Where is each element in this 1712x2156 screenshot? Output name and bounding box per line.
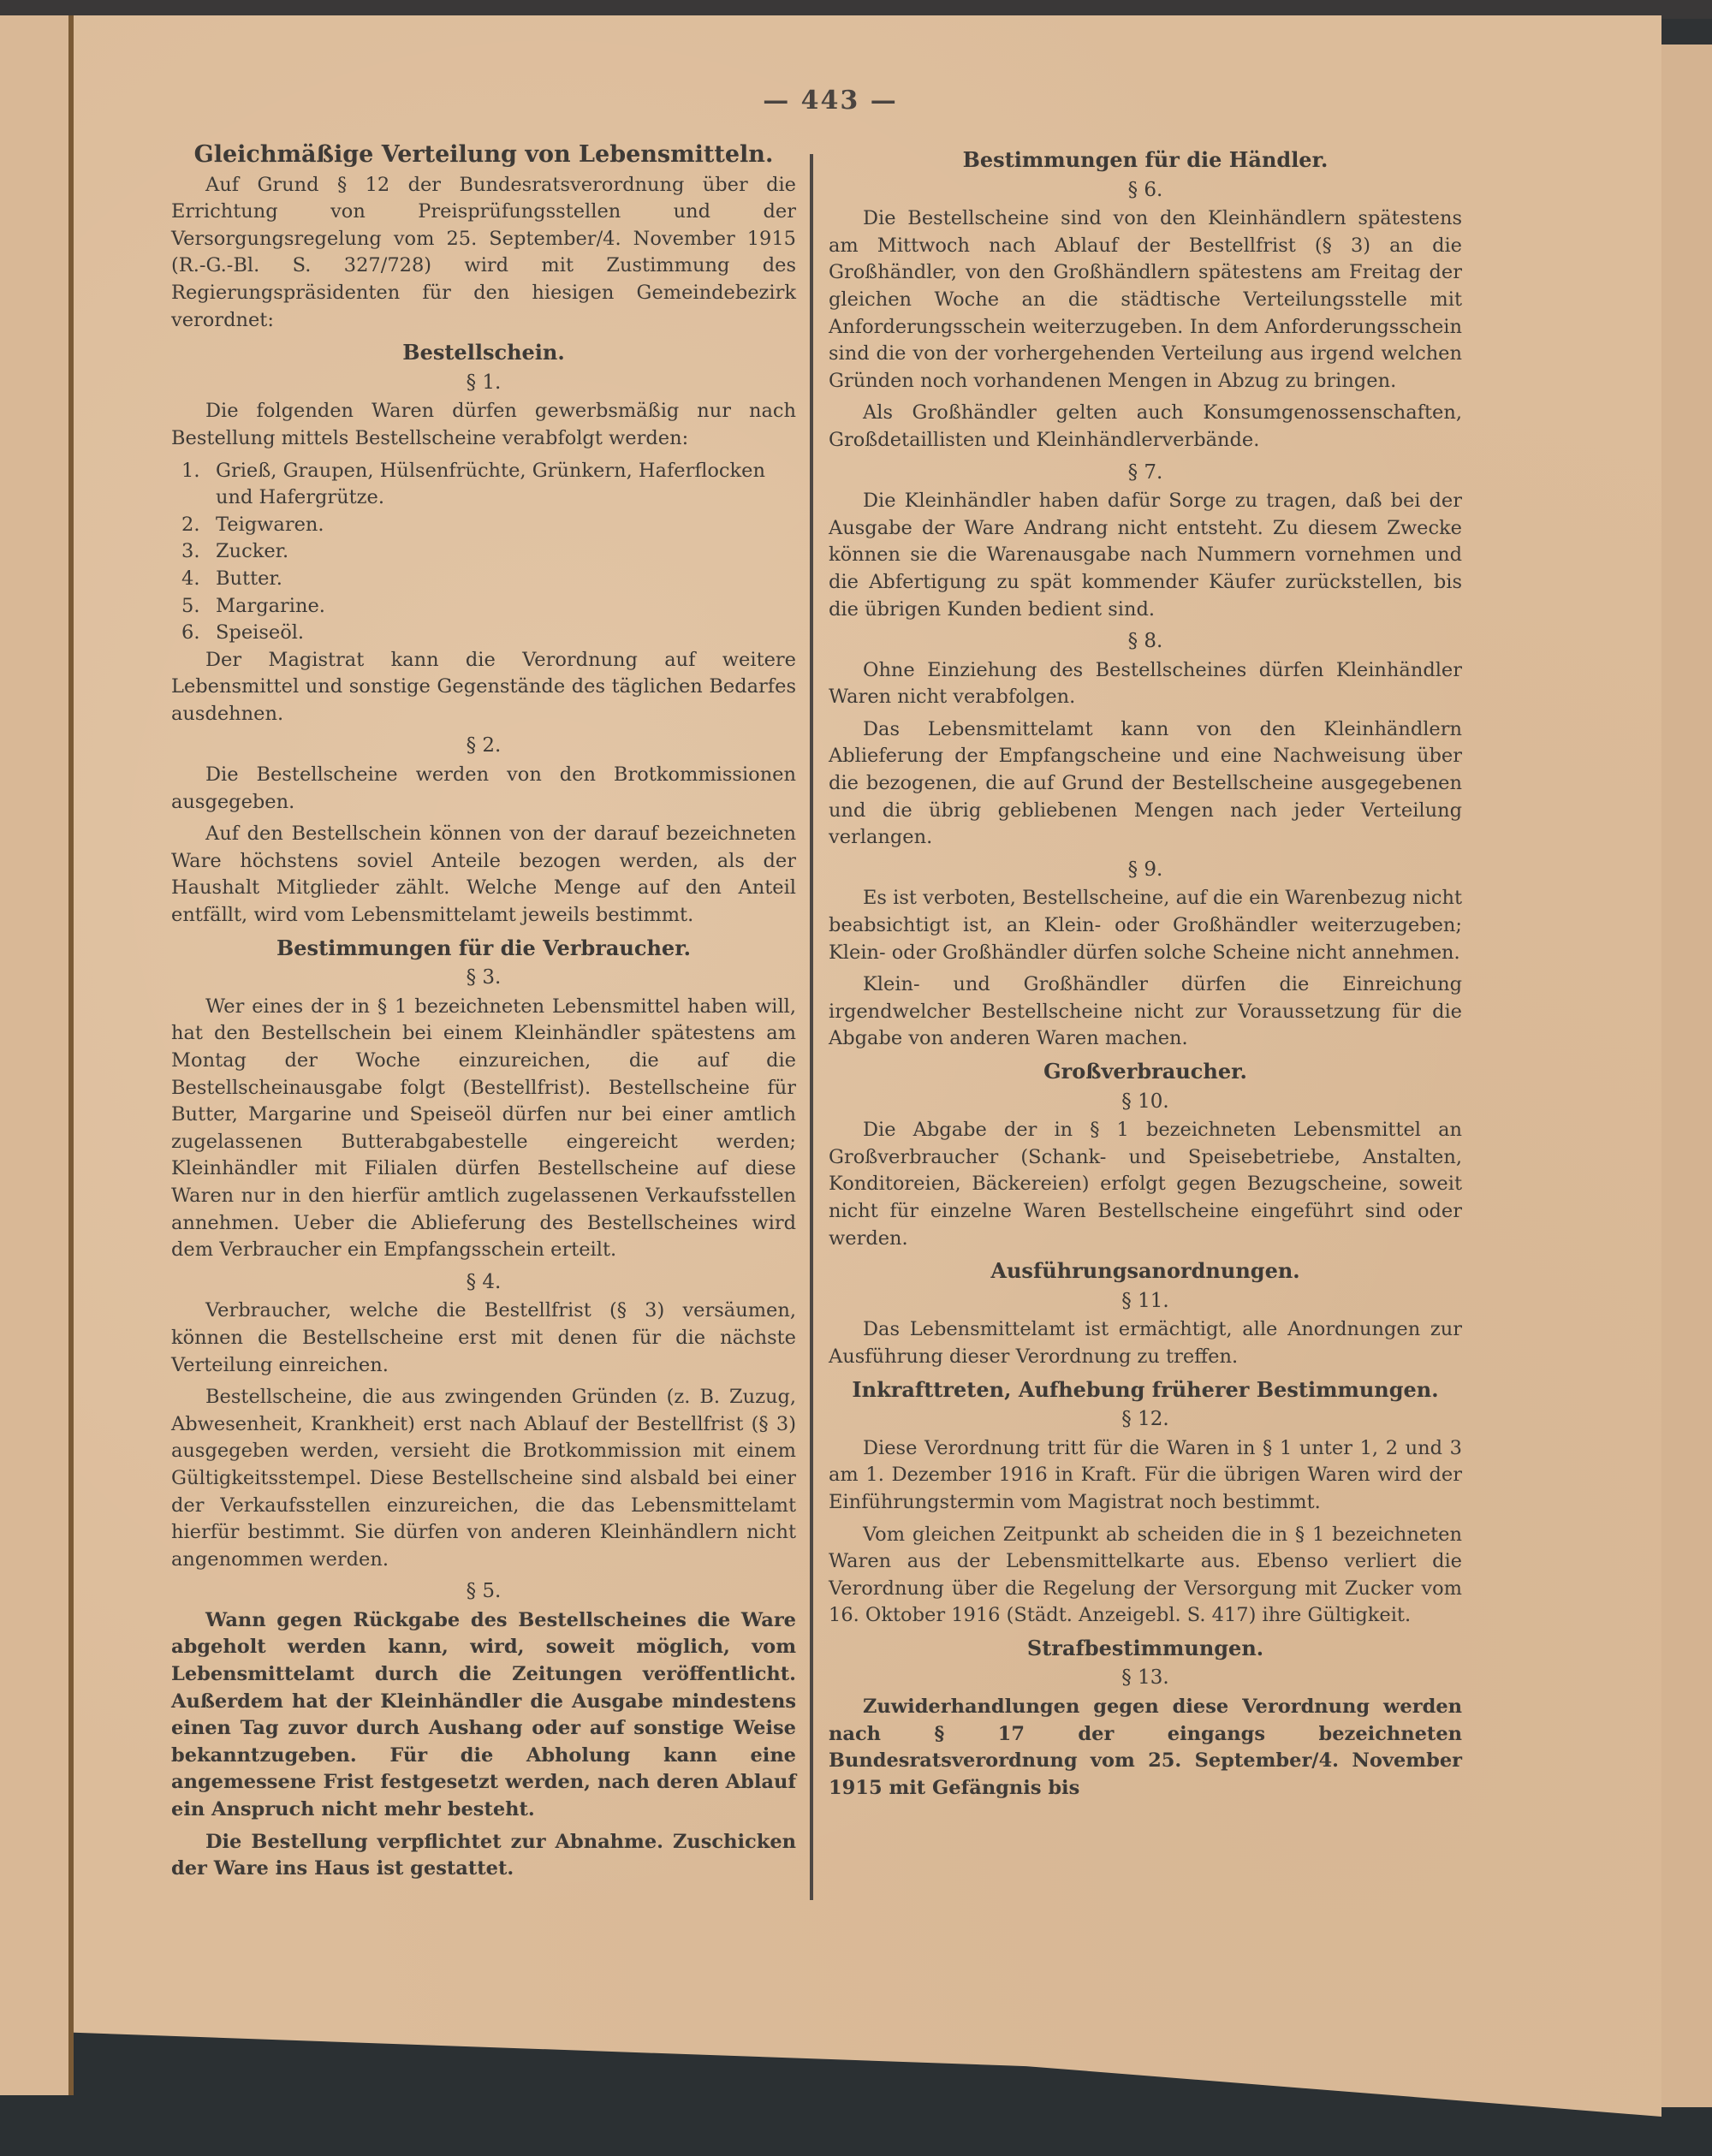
right-column [829, 141, 1462, 1807]
section-heading-ausfuehrung: Ausführungsanordnungen. [990, 1258, 1300, 1284]
paragraph-number-13: § 13. [1121, 1666, 1169, 1690]
paragraph-13-text: Zuwiderhandlungen gegen diese Verordnung werden nach § 17 der eingangs bezeichneten Bundesratsverordnung vom 25. September/4. November 1915 mit Gefängnis bis [829, 1696, 1462, 1799]
paragraph-9-text-2: Klein- und Großhändler dürfen die Einreichung irgendwelcher Bestellscheine nicht zur Voraussetzung für die Abgabe von anderen Waren machen. [829, 973, 1462, 1050]
section-heading-straf: Strafbestimmungen. [1026, 1635, 1264, 1660]
paragraph-number-3: § 3. [466, 966, 502, 989]
paragraph-number-1: § 1. [466, 371, 502, 394]
intro-paragraph: Auf Grund § 12 der Bundesratsverordnung über die Errichtung von Preisprüfungsstellen und der Versorgungsregelung vom 25. September/4. November 1915 (R.-G.-Bl. S. 327/728) wird mit Zustimmung des Regierungspräsidenten für den hiesigen Gemeindebezirk verordnet: [171, 173, 796, 331]
paragraph-4-text-2: Bestellscheine, die aus zwingenden Gründen (z. B. Zuzug, Abwesenheit, Krankheit) erst nach Ablauf der Bestellfrist (§ 3) ausgegeben werden, versieht die Brotkommission mit einem Gültigkeitsstempel. Diese Bestellscheine sind alsbald bei einer der Verkaufsstellen einzureichen, die das Lebensmittelamt hierfür bestimmt. Sie dürfen von anderen Kleinhändlern nicht angenommen werden. [171, 1386, 796, 1571]
paragraph-number-8: § 8. [1127, 630, 1163, 653]
list-item: 2. Teigwaren. [181, 513, 324, 536]
paragraph-number-4: § 4. [466, 1270, 502, 1293]
section-heading-grossverbraucher: Großverbraucher. [1043, 1059, 1247, 1084]
paragraph-number-2: § 2. [466, 734, 502, 757]
paragraph-1-closing: Der Magistrat kann die Verordnung auf weitere Lebensmittel und sonstige Gegenstände des täglichen Bedarfes ausdehnen. [171, 648, 796, 725]
paragraph-4-text-1: Verbraucher, welche die Bestellfrist (§ 3) versäumen, können die Bestellscheine erst mit denen für die nächste Verteilung einreichen. [171, 1299, 796, 1376]
paragraph-2-text-1: Die Bestellscheine werden von den Brotkommissionen ausgegeben. [171, 763, 796, 813]
paragraph-8-text-1: Ohne Einziehung des Bestellscheines dürfen Kleinhändler Waren nicht verabfolgen. [829, 658, 1462, 709]
paragraph-5-text-1: Wann gegen Rückgabe des Bestellscheines die Ware abgeholt werden kann, wird, soweit möglich, vom Lebensmittelamt durch die Zeitungen veröffentlicht. Außerdem hat der Kleinhändler die Ausgabe mindestens einen Tag zuvor durch Aushang oder auf sonstige Weise bekanntzugeben. Für die Abholung kann eine angemessene Frist festgesetzt werden, nach deren Ablauf ein Anspruch nicht mehr besteht. [171, 1608, 796, 1821]
paragraph-3-text: Wer eines der in § 1 bezeichneten Lebensmittel haben will, hat den Bestellschein bei einem Kleinhändler spätestens am Montag der Woche einzureichen, die auf die Bestellscheinausgabe folgt (Bestellfrist). Bestellscheine für Butter, Margarine und Speiseöl dürfen nur bei einer amtlich zugelassenen Butterabgabestelle eingereicht werden; Kleinhändler mit Filialen dürfen Bestellscheine auf diese Waren nur in den hierfür amtlich zugelassenen Verkaufsstellen annehmen. Ueber die Ablieferung des Bestellscheines wird dem Verbraucher ein Empfangsschein erteilt. [171, 995, 796, 1262]
paragraph-6-text-2: Als Großhändler gelten auch Konsumgenossenschaften, Großdetaillisten und Kleinhändlerverbände. [829, 401, 1462, 451]
goods-list [171, 458, 796, 647]
list-item: 3. Zucker. [181, 540, 289, 563]
left-column [171, 141, 796, 1888]
list-item: 6. Speiseöl. [181, 621, 305, 644]
page-number: — 443 — [763, 86, 898, 116]
section-heading-inkrafttreten: Inkrafttreten, Aufhebung früherer Bestimmungen. [852, 1376, 1439, 1402]
book-spine-gutter [68, 15, 74, 2095]
paragraph-number-11: § 11. [1121, 1289, 1169, 1312]
section-heading-bestellschein: Bestellschein. [402, 340, 565, 365]
paragraph-2-text-2: Auf den Bestellschein können von der darauf bezeichneten Ware höchstens soviel Anteile bezogen werden, als der Haushalt Mitglieder zählt. Welche Menge auf den Anteil entfällt, wird vom Lebensmittelamt jeweils bestimmt. [171, 823, 796, 927]
list-item: 5. Margarine. [181, 594, 325, 617]
paragraph-number-7: § 7. [1127, 460, 1163, 484]
previous-page-edge [0, 15, 70, 2095]
paragraph-number-6: § 6. [1127, 178, 1163, 201]
paragraph-5-text-2: Die Bestellung verpflichtet zur Abnahme. Zuschicken der Ware ins Haus ist gestattet. [171, 1830, 796, 1880]
column-divider [810, 154, 813, 1900]
paragraph-12-text-1: Diese Verordnung tritt für die Waren in § 1 unter 1, 2 und 3 am 1. Dezember 1916 in Kraft. Für die übrigen Waren wird der Einführungstermin vom Magistrat noch bestimmt. [829, 1436, 1462, 1513]
paragraph-11-text: Das Lebensmittelamt ist ermächtigt, alle Anordnungen zur Ausführung dieser Verordnung zu treffen. [829, 1318, 1462, 1368]
paragraph-8-text-2: Das Lebensmittelamt kann von den Kleinhändlern Ablieferung der Empfangscheine und eine Nachweisung über die bezogenen, die auf Grund der Bestellscheine ausgegebenen und die übrig gebliebenen Mengen nach jeder Verteilung verlangen. [829, 717, 1462, 849]
document-title: Gleichmäßige Verteilung von Lebensmitteln. [193, 141, 774, 168]
next-pages-edge [1656, 45, 1712, 2107]
paragraph-6-text-1: Die Bestellscheine sind von den Kleinhändlern spätestens am Mittwoch nach Ablauf der Bestellfrist (§ 3) an die Großhändler, von den Großhändlern spätestens am Freitag der gleichen Woche an die städtische Verteilungsstelle mit Anforderungsschein weiterzugeben. In dem Anforderungsschein sind die von der vorhergehenden Verteilung aus irgend welchen Gründen noch vorhandenen Mengen in Abzug zu bringen. [829, 207, 1462, 392]
list-item: 1. Grieß, Graupen, Hülsenfrüchte, Grünkern, Haferflocken und Hafergrütze. [181, 459, 765, 509]
section-heading-haendler: Bestimmungen für die Händler. [962, 147, 1329, 172]
paragraph-number-9: § 9. [1127, 858, 1163, 881]
list-item: 4. Butter. [181, 567, 282, 590]
paragraph-number-10: § 10. [1121, 1090, 1169, 1113]
paragraph-number-5: § 5. [466, 1580, 502, 1603]
paragraph-10-text: Die Abgabe der in § 1 bezeichneten Lebensmittel an Großverbraucher (Schank- und Speisebetriebe, Anstalten, Konditoreien, Bäckereien) erfolgt gegen Bezugscheine, soweit nicht für einzelne Waren Bestellscheine eingeführt sind oder werden. [829, 1119, 1462, 1250]
paragraph-9-text-1: Es ist verboten, Bestellscheine, auf die ein Warenbezug nicht beabsichtigt ist, an Klein- oder Großhändler weiterzugeben; Klein- oder Großhändler dürfen solche Scheine nicht annehmen. [829, 887, 1462, 964]
paragraph-number-12: § 12. [1121, 1408, 1169, 1431]
section-heading-verbraucher: Bestimmungen für die Verbraucher. [276, 935, 691, 960]
paragraph-12-text-2: Vom gleichen Zeitpunkt ab scheiden die in § 1 bezeichneten Waren aus der Lebensmittelkarte aus. Ebenso verliert die Verordnung über die Regelung der Versorgung mit Zucker vom 16. Oktober 1916 (Städt. Anzeigebl. S. 417) ihre Gültigkeit. [829, 1523, 1462, 1627]
paragraph-1-text: Die folgenden Waren dürfen gewerbsmäßig nur nach Bestellung mittels Bestellscheine verabfolgt werden: [171, 400, 796, 449]
paragraph-7-text: Die Kleinhändler haben dafür Sorge zu tragen, daß bei der Ausgabe der Ware Andrang nicht entsteht. Zu diesem Zwecke können sie die Warenausgabe nach Nummern vornehmen und die Abfertigung zu spät kommender Käufer zurückstellen, bis die übrigen Kunden bedient sind. [829, 490, 1462, 621]
